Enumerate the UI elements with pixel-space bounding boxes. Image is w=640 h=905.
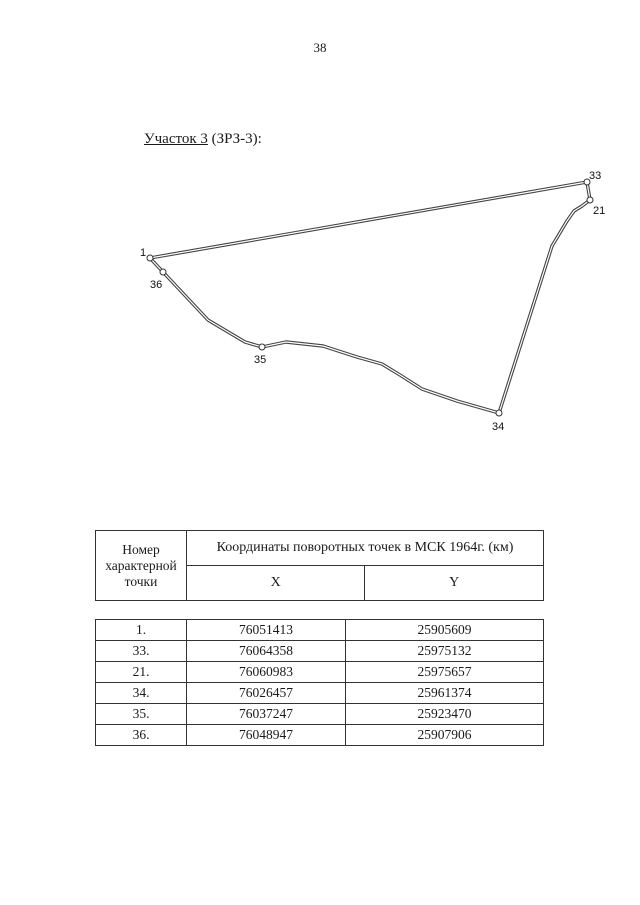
cell-point-number: 33. [96, 641, 187, 662]
cell-y: 25975132 [346, 641, 544, 662]
table-row [96, 662, 544, 683]
cell-point-number: 1. [96, 620, 187, 641]
cell-x: 76026457 [187, 683, 346, 704]
point-label-21: 21 [593, 205, 606, 217]
cell-point-number: 36. [96, 725, 187, 746]
cell-y: 25975657 [346, 662, 544, 683]
point-marker-36 [160, 269, 166, 275]
cell-y: 25923470 [346, 704, 544, 725]
header-y: Y [365, 566, 544, 601]
point-marker-34 [496, 410, 502, 416]
table-row [96, 641, 544, 662]
header-x: X [187, 566, 365, 601]
cell-y: 25905609 [346, 620, 544, 641]
table-row [96, 725, 544, 746]
point-label-34: 34 [492, 421, 505, 433]
table-row [96, 683, 544, 704]
cell-y: 25907906 [346, 725, 544, 746]
coordinates-table-header [95, 530, 544, 601]
point-marker-1 [147, 255, 153, 261]
cell-x: 76037247 [187, 704, 346, 725]
point-label-1: 1 [140, 247, 147, 259]
header-point-number: Номер характерной точки [96, 531, 187, 601]
cell-x: 76051413 [187, 620, 346, 641]
cell-x: 76064358 [187, 641, 346, 662]
page-number: 38 [313, 40, 327, 55]
table-row [96, 620, 544, 641]
point-marker-21 [587, 197, 593, 203]
cell-y: 25961374 [346, 683, 544, 704]
cell-point-number: 21. [96, 662, 187, 683]
parcel-boundary-outer [150, 182, 590, 413]
cell-x: 76060983 [187, 662, 346, 683]
cell-point-number: 34. [96, 683, 187, 704]
point-label-33: 33 [589, 170, 602, 182]
coordinates-table [95, 619, 544, 746]
heading-plot-name: Участок 3 [144, 131, 208, 147]
header-coordinates: Координаты поворотных точек в МСК 1964г. (км) [187, 531, 544, 566]
point-label-35: 35 [254, 354, 267, 366]
table-row [96, 704, 544, 725]
point-label-36: 36 [150, 279, 163, 291]
cell-point-number: 35. [96, 704, 187, 725]
cell-x: 76048947 [187, 725, 346, 746]
point-marker-35 [259, 344, 265, 350]
parcel-boundary-inner [150, 182, 590, 413]
heading-zone-code: (ЗРЗ-3): [207, 131, 262, 147]
